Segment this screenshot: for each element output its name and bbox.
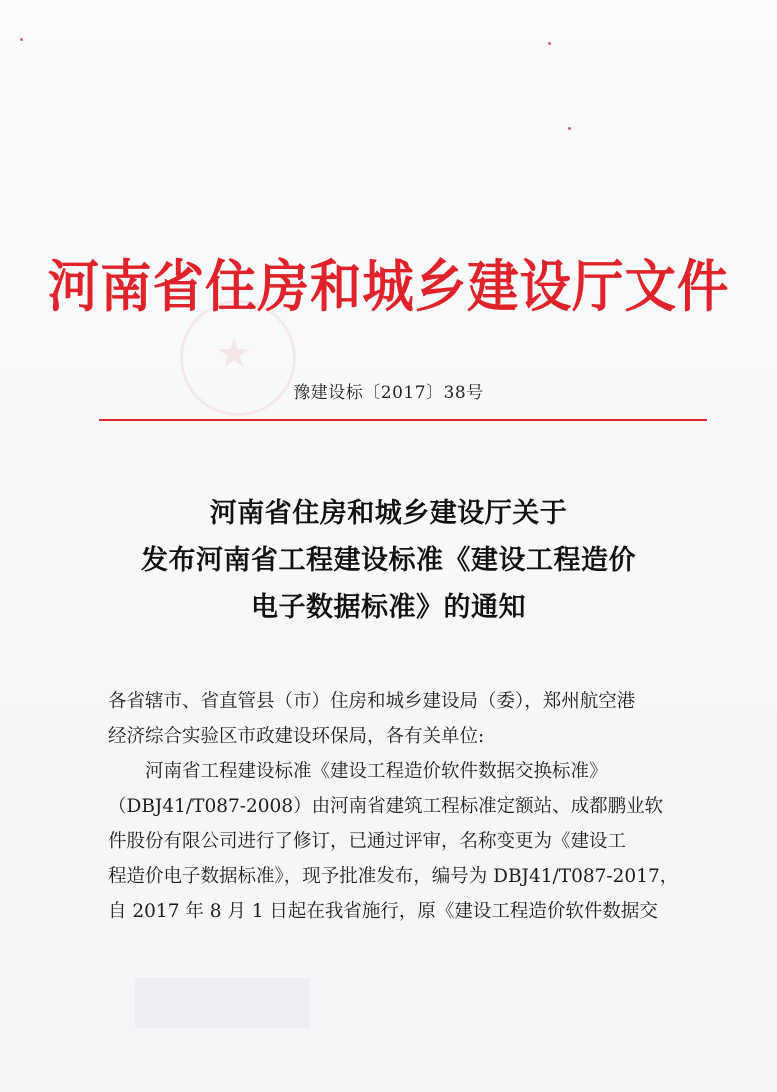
addressee-paragraph [108,684,693,754]
notice-title [0,490,777,631]
speck [548,42,551,45]
body-line: 件股份有限公司进行了修订，已通过评审，名称变更为《建设工 [108,831,627,852]
notice-title-line: 电子数据标准》的通知 [251,592,526,623]
body-line: 程造价电子数据标准》，现予批准发布，编号为 DBJ41/T087-2017， [108,866,679,887]
addressee-line: 经济综合实验区市政建设环保局，各有关单位: [108,726,485,747]
body-line: （DBJ41/T087-2008）由河南省建筑工程标准定额站、成都鹏业软 [108,796,664,817]
addressee-line: 各省辖市、省直管县（市）住房和城乡建设局（委），郑州航空港 [108,691,636,712]
body-paragraph [108,754,693,929]
speck [20,38,23,41]
ghost-star-icon: ★ [216,331,252,377]
body-line: 自 2017 年 8 月 1 日起在我省施行，原《建设工程造价软件数据交 [108,901,658,922]
notice-body [108,684,693,929]
notice-title-line: 发布河南省工程建设标准《建设工程造价 [141,545,636,576]
speck [568,127,571,130]
document-number: 豫建设标〔2017〕38号 [293,383,484,403]
ghost-smudge [135,978,310,1028]
header-red-rule [99,419,707,421]
notice-title-line: 河南省住房和城乡建设厅关于 [209,498,568,529]
body-line: 河南省工程建设标准《建设工程造价软件数据交换标准》 [145,761,608,782]
issuer-header-title: 河南省住房和城乡建设厅文件 [47,255,730,320]
